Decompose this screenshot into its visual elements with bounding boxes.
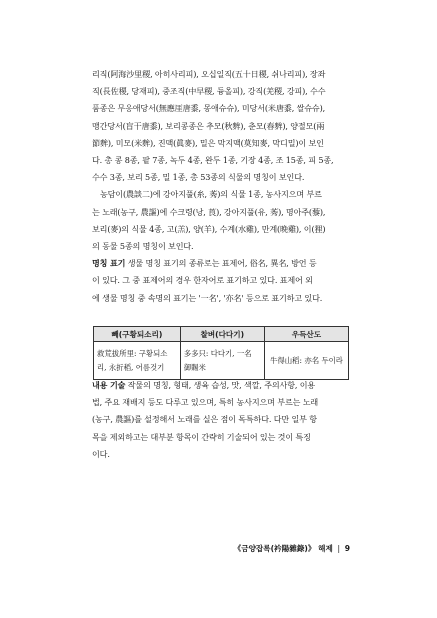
body-paragraph-1	[92, 66, 350, 307]
text-line: 다. 총 콩 8종, 팥 7종, 녹두 4종, 완두 1종, 기장 4종, 조 15종, 피 5종,	[92, 155, 334, 166]
section-lead-content: 내용 기술	[92, 380, 126, 390]
text-line: 품종은 무응애당서(無應厓唐黍, 몽애슈슈), 미당서(米唐黍, 쌀슈슈),	[92, 103, 325, 114]
text-line: 맹간당서(盲干唐黍), 보리콩종은 추모(秋麰), 춘모(春麰), 양절모(兩	[92, 120, 325, 131]
text-line: 리직(阿海沙里稷, 아히사리피), 오십일직(五十日稷, 쉬나리피), 장좌	[92, 69, 326, 79]
table-header-cell: 우득산도	[264, 327, 348, 342]
name-example-table	[93, 326, 349, 380]
table-cell: 救荒拔所里: 구황되소 리, 永折稻, 어름것기	[94, 342, 181, 380]
text-line: 節麰), 미모(米麰), 진맥(眞麥), 밀은 막지맥(莫知麥, 막디밀)이 보인	[92, 137, 324, 148]
text-line: (농구, 農謳)를 설정해서 노래를 실은 점이 독특하다. 다만 일부 항	[92, 414, 317, 425]
body-paragraph-3	[92, 377, 350, 463]
page-footer	[234, 543, 350, 554]
section-lead-naming: 명칭 표기	[92, 258, 126, 269]
table-header-row	[94, 327, 349, 342]
text-line: 보리(麥)의 식물 4종, 고(羔), 양(羊), 수계(水雞), 만계(晩雞), 이(狸)	[92, 223, 326, 234]
table-cell: 牛得山稻: 亦名 두이라	[264, 342, 348, 380]
text-line: 의 동물 5종의 명칭이 보인다.	[92, 241, 194, 252]
text-line: 에 생물 명칭 중 속명의 표기는 '一名', '亦名' 등으로 표기하고 있다.	[92, 292, 323, 303]
text-line: 이다.	[92, 448, 110, 459]
table-header-cell: 빼(구황되소리)	[94, 327, 181, 342]
running-title: 《금양잡록(衿陽雜錄)》 해제	[233, 544, 333, 553]
footer-separator: |	[337, 544, 341, 553]
text-line: 수수 3종, 보리 5종, 밀 1종, 총 53종의 식물의 명칭이 보인다.	[92, 172, 305, 183]
table-row	[94, 342, 349, 380]
text-line: 농담이(農談二)에 강아지풀(糸, 莠)의 식물 1종, 농사지으며 부르	[92, 189, 322, 200]
text-line: 목을 제외하고는 대부분 항목이 간략히 기술되어 있는 것이 특징	[92, 431, 311, 442]
table-header-cell: 찰벼(다다기)	[180, 327, 264, 342]
text-line-content: 내용 기술 작물의 명칭, 형태, 생육 습성, 맛, 색깔, 주의사항, 이용	[92, 380, 316, 390]
text-line: 법, 주요 재배지 등도 다루고 있으며, 특히 농사지으며 부르는 노래	[92, 397, 319, 408]
page-number: 9	[344, 544, 350, 553]
text-line: 직(長佐稷, 당재피), 중조직(中早稷, 듕올피), 강직(羌稷, 강피), 수수	[92, 86, 326, 97]
text-line-naming: 명칭 표기 생물 명칭 표기의 종류로는 표제어, 俗名, 異名, 방언 등	[92, 258, 317, 269]
text-line: 는 노래(농구, 農謳)에 수크령(낭, 莨), 강아지풀(유, 莠), 명아주(藜),	[92, 206, 326, 217]
text-line: 이 있다. 그 중 표제어의 경우 한자어로 표기하고 있다. 표제어 외	[92, 275, 313, 286]
table-cell: 多多只: 다다기, 一名 御賜米	[180, 342, 264, 380]
